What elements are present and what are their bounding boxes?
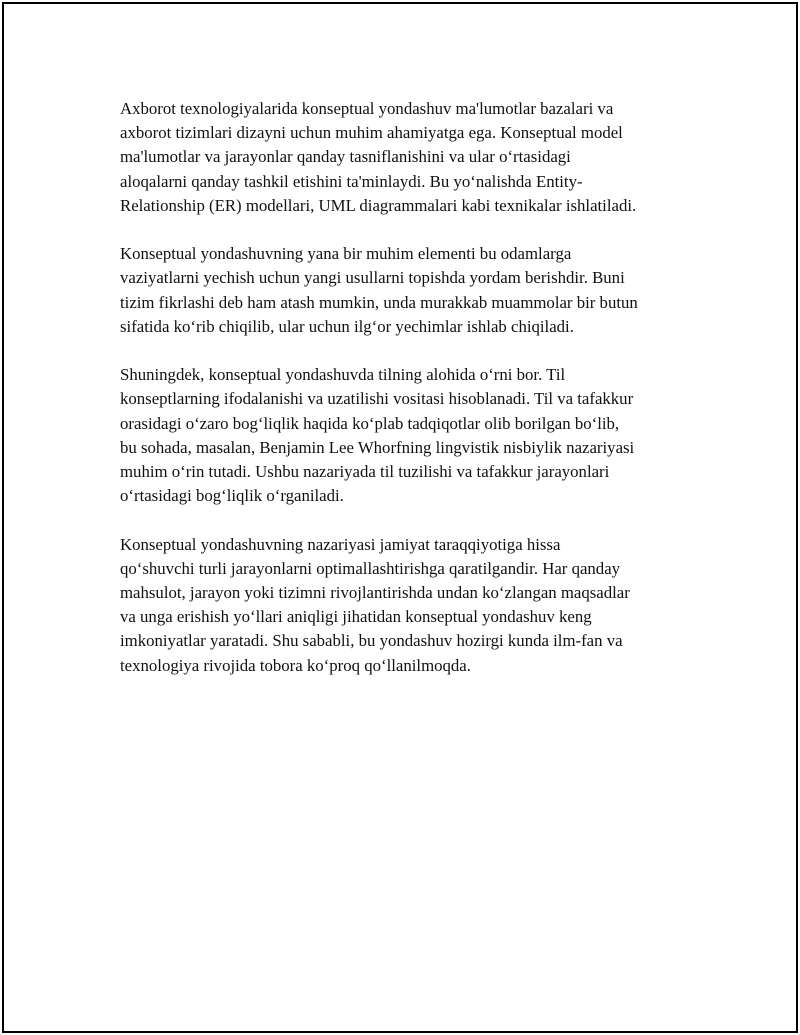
paragraph-4: Konseptual yondashuvning nazariyasi jamiyat taraqqiyotiga hissa qoʻshuvchi turli jarayonlarni optimallashtirishga qaratilgandir. Har qanday mahsulot, jarayon yoki tizimni rivojlantirishda undan koʻzlangan maqsadlar va unga erishish yoʻllari aniqligi jihatidan konseptual yondashuv keng imkoniyatlar yaratadi. Shu sababli, bu yondashuv hozirgi kunda ilm-fan va texnologiya rivojida tobora koʻproq qoʻllanilmoqda. [120,534,630,675]
paragraph-2: Konseptual yondashuvning yana bir muhim elementi bu odamlarga vaziyatlarni yechish uchun yangi usullarni topishda yordam berishdir. Buni tizim fikrlashi deb ham atash mumkin, unda murakkab muammolar bir butun sifatida koʻrib chiqilib, ular uchun ilgʻor yechimlar ishlab chiqiladi. [120,244,638,336]
document-body [120,97,700,702]
page-frame [2,2,798,1033]
paragraph-1: Axborot texnologiyalarida konseptual yondashuv ma'lumotlar bazalari va axborot tizimlari dizayni uchun muhim ahamiyatga ega. Konseptual model ma'lumotlar va jarayonlar qanday tasniflanishini va ular oʻrtasidagi aloqalarni qanday tashkil etishini ta'minlaydi. Bu yoʻnalishda Entity- Relationship (ER) modellari, UML diagrammalari kabi texnikalar ishlatiladi. [120,99,637,215]
paragraph-3: Shuningdek, konseptual yondashuvda tilning alohida oʻrni bor. Til konseptlarning ifodalanishi va uzatilishi vositasi hisoblanadi. Til va tafakkur orasidagi oʻzaro bogʻliqlik haqida koʻplab tadqiqotlar olib borilgan boʻlib, bu sohada, masalan, Benjamin Lee Whorfning lingvistik nisbiylik nazariyasi muhim oʻrin tutadi. Ushbu nazariyada til tuzilishi va tafakkur jarayonlari oʻrtasidagi bogʻliqlik oʻrganiladi. [120,365,635,506]
